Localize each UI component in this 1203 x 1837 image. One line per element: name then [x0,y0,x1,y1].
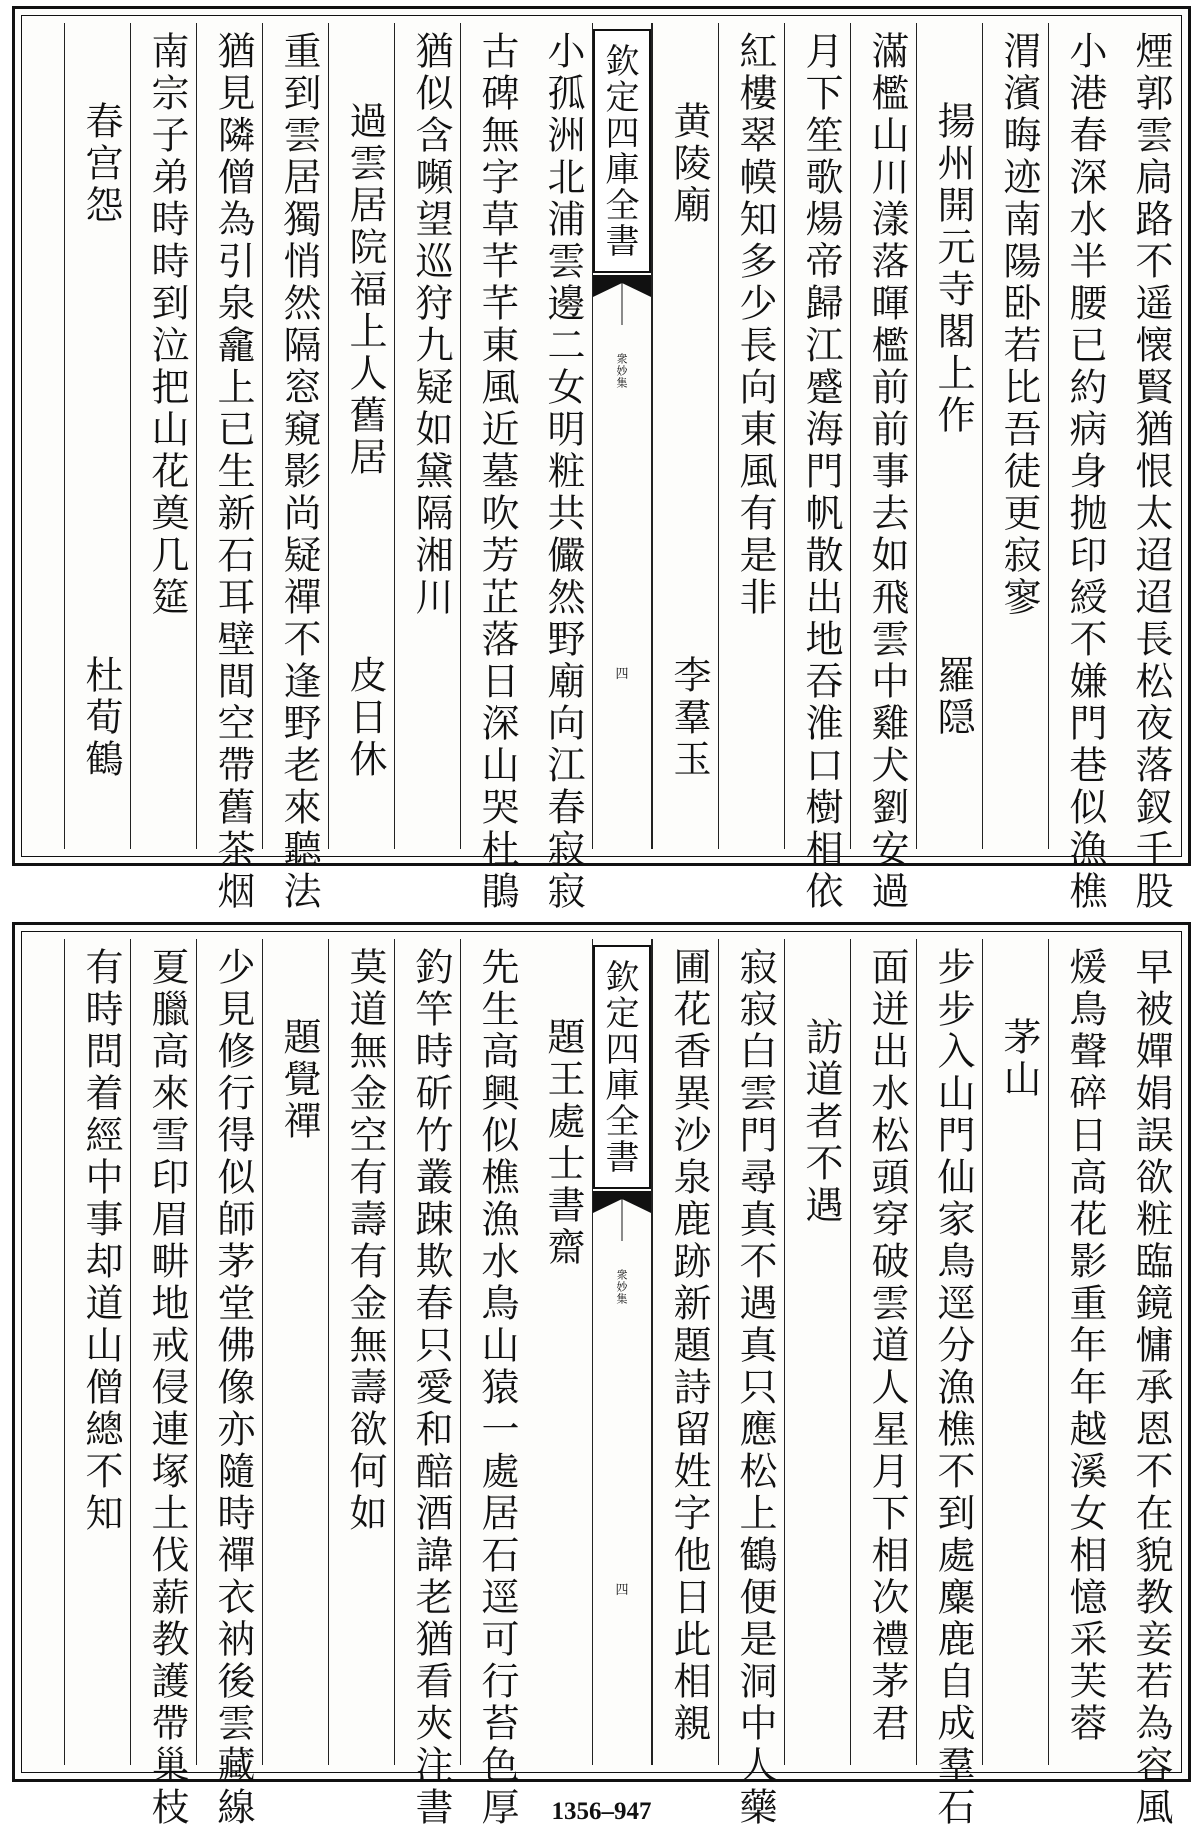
text-column [982,23,1048,849]
poem-title: 訪道者不遇 [799,1017,843,1227]
text-column [652,939,718,1765]
column-text: 古碑無字草芊芊東風近墓吹芳芷落日深山哭杜鵑 [475,31,519,913]
poem-title: 題王處士書齋 [541,1017,585,1269]
column-text: 少見修行得似師茅堂佛像亦隨時禪衣衲後雲藏線 [211,947,255,1829]
fishtail-ornament [593,275,651,325]
poem-author: 羅隠 [931,655,975,739]
column-text: 夏臘高來雪印眉畊地戒侵連塚土伐薪教護帶巢枝 [145,947,189,1829]
leaf-number: 四 [615,667,629,682]
poem-title: 黄陵廟 [667,101,711,227]
poem-title: 揚州開元寺閣上作 [931,101,975,437]
title-column [526,939,592,1765]
text-column [130,939,196,1829]
center-banner [592,939,652,1765]
title-column [262,939,328,1765]
column-text: 面迸出水松頭穿破雲道人星月下相次禮茅君 [865,947,909,1745]
column-text: 重到雲居獨悄然隔窓窺影尚疑禪不逢野老來聽法 [277,31,321,913]
column-text: 小孤洲北浦雲邊二女明粧共儼然野廟向江春寂寂 [541,31,585,913]
text-column [1114,23,1180,913]
text-column [718,939,784,1829]
column-text: 猶見隣僧為引泉龕上已生新石耳壁間空帶舊茶烟 [211,31,255,913]
banner-title: 欽定四庫全書 [593,29,651,273]
title-column [64,23,130,849]
column-text: 有時問着經中事却道山僧總不知 [79,947,123,1535]
column-text: 先生高興似樵漁水鳥山猿一處居石逕可行苔色厚 [475,947,519,1829]
text-column [460,23,526,913]
title-column [982,939,1048,1765]
leaf-number: 四 [615,1583,629,1598]
column-text: 步步入山門仙家鳥逕分漁樵不到處麋鹿自成羣石 [931,947,975,1829]
title-column [916,23,982,849]
text-column [850,939,916,1765]
text-column [1114,939,1180,1829]
title-column [652,23,718,849]
poem-author: 皮日休 [343,655,387,781]
poem-title: 茅山 [997,1017,1041,1101]
column-text: 紅樓翠幙知多少長向東風有是非 [733,31,777,619]
column-text: 煙郭雲扃路不遥懐賢猶恨太迢迢長松夜落釵千股 [1129,31,1173,913]
text-column [1048,939,1114,1765]
top-page [12,6,1191,913]
text-column [718,23,784,849]
poem-title: 過雲居院福上人舊居 [343,101,387,479]
column-text: 早被嬋娟誤欲粧臨鏡慵承恩不在貌教妾若為容風 [1129,947,1173,1829]
text-column [850,23,916,913]
text-column [64,939,130,1765]
page-caption: 1356–947 [551,1798,652,1825]
title-column [328,23,394,849]
poem-author: 杜荀鶴 [79,655,123,781]
column-text: 滿檻山川漾落暉檻前前事去如飛雲中雞犬劉安過 [865,31,909,913]
text-column [196,939,262,1829]
banner-title: 欽定四庫全書 [593,945,651,1189]
poem-title: 題覺禪 [277,1017,321,1143]
title-column [784,939,850,1765]
fishtail-ornament [593,1191,651,1241]
column-text: 圃花香異沙泉鹿跡新題詩留姓字他日此相親 [667,947,711,1745]
text-column [916,939,982,1829]
text-column [460,939,526,1829]
text-column [784,23,850,913]
poem-author: 李羣玉 [667,655,711,781]
text-column [1048,23,1114,913]
center-banner [592,23,652,849]
text-column [196,23,262,913]
text-column [328,939,394,1765]
column-text: 小港春深水半腰已約病身抛印綬不嫌門巷似漁樵 [1063,31,1107,913]
column-text: 猶似含嚬望巡狩九疑如黛隔湘川 [409,31,453,619]
collection-name: 衆妙集 [615,353,628,389]
text-column [394,939,460,1829]
column-text: 南宗子弟時時到泣把山花奠几筵 [145,31,189,619]
column-text: 煖鳥聲碎日高花影重年年越溪女相憶采芙蓉 [1063,947,1107,1745]
column-text: 渭濱晦迹南陽卧若比吾徒更寂寥 [997,31,1041,619]
column-text: 釣竿時斫竹叢踈欺春只愛和醅酒諱老猶看夾注書 [409,947,453,1829]
poem-title: 春宫怨 [79,101,123,227]
text-column [394,23,460,849]
column-text: 莫道無金空有壽有金無壽欲何如 [343,947,387,1535]
column-text: 月下笙歌煬帝歸江蹙海門帆散出地吞淮口樹相依 [799,31,843,913]
text-column [526,23,592,913]
column-text: 寂寂白雲門尋真不遇真只應松上鶴便是洞中人藥 [733,947,777,1829]
text-column [130,23,196,849]
collection-name: 衆妙集 [615,1269,628,1305]
text-column [262,23,328,913]
